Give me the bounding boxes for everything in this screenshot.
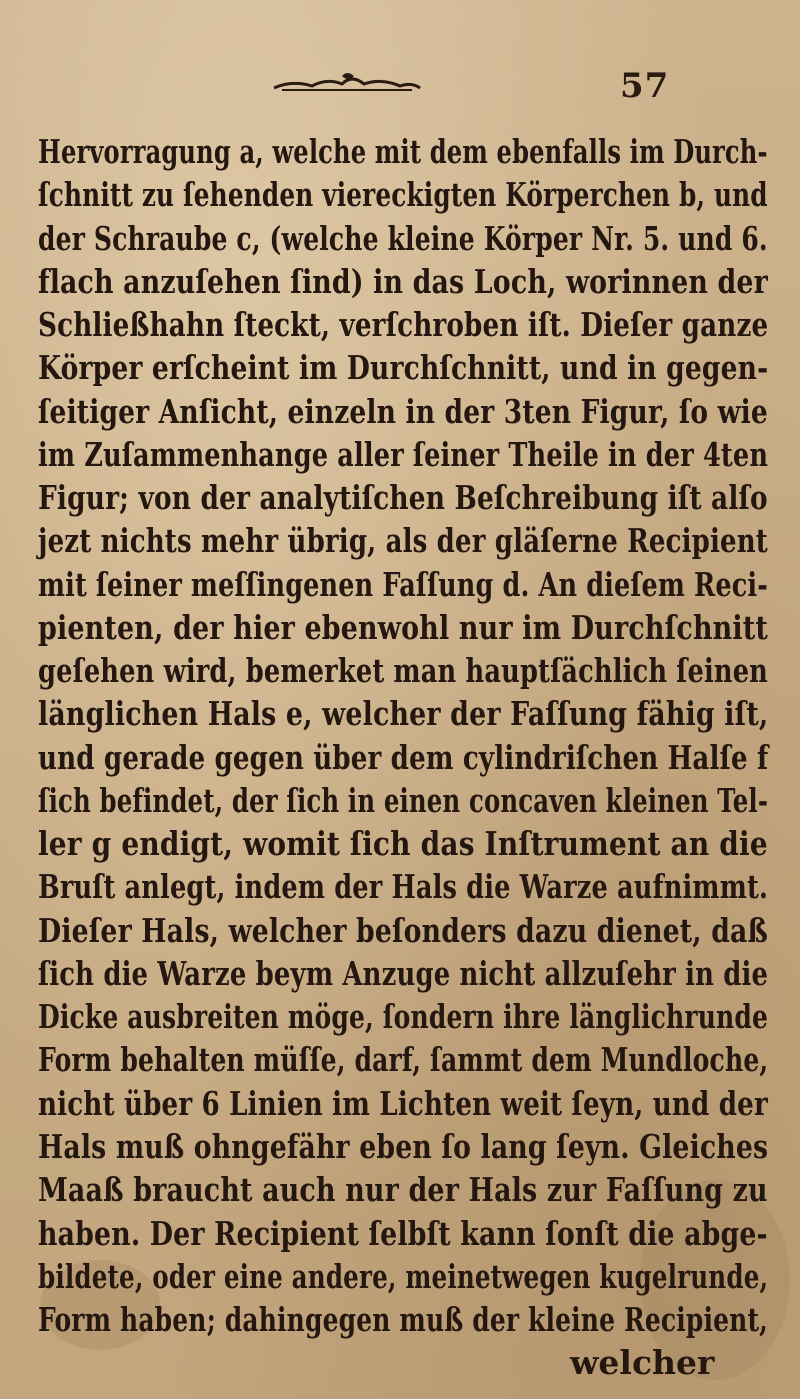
text-line: ſeitiger Anſicht, einzeln in der 3ten Figur, ſo wie [38,391,768,431]
text-line: bildete, oder eine andere, meinetwegen kugelrunde, [38,1256,769,1296]
text-line: länglichen Hals e, welcher der Faſſung fähig iſt, [38,694,769,734]
text-line: flach anzuſehen ſind) in das Loch, worinnen der [38,261,768,301]
text-line: ler g endigt, womit ſich das Inſtrument an die [38,824,768,864]
page-number: 57 [620,66,670,106]
text-line: mit ſeiner meſſingenen Faſſung d. An dieſem Reci- [38,564,769,604]
catchword: welcher [570,1343,715,1383]
text-line: nicht über 6 Linien im Lichten weit ſeyn, und der [38,1083,768,1123]
text-line: ſich die Warze beym Anzuge nicht allzuſehr in die [38,953,769,993]
text-line: ſchnitt zu ſehenden viereckigten Körperchen b, und [38,175,768,215]
text-line: ſich befindet, der ſich in einen concaven kleinen Tel- [38,780,769,820]
text-line: der Schraube c, (welche kleine Körper Nr. 5. und 6. [38,218,768,258]
text-line: und gerade gegen über dem cylindriſchen Halſe f [38,737,769,777]
text-line: Schließhahn ſteckt, verſchroben iſt. Dieſer ganze [38,305,769,344]
text-line: Bruſt anlegt, indem der Hals die Warze aufnimmt. [38,867,769,907]
text-line: Figur; von der analytiſchen Beſchreibung iſt alſo [38,478,768,518]
text-line: Hervorragung a, welche mit dem ebenfalls im Durch- [38,132,768,171]
text-line: Dicke ausbreiten möge, ſondern ihre länglichrunde [38,997,769,1037]
text-line: Körper erſcheint im Durchſchnitt, und in gegen- [38,348,769,388]
text-line: pienten, der hier ebenwohl nur im Durchſchnitt [38,607,768,647]
text-line: Hals muß ohngefähr eben ſo lang ſeyn. Gleiches [38,1127,769,1166]
text-line: geſehen wird, bemerket man hauptſächlich ſeinen [38,651,769,691]
text-line: Form behalten müſſe, darf, ſammt dem Mundloche, [38,1040,769,1080]
text-line: Form haben; dahingegen muß der kleine Recipient, [38,1300,768,1339]
text-line: Dieſer Hals, welcher beſonders dazu dienet, daß [38,910,768,950]
text-line: Maaß braucht auch nur der Hals zur Faſſung zu [38,1170,768,1210]
text-line: im Zuſammenhange aller ſeiner Theile in der 4ten [38,434,769,474]
text-line: jezt nichts mehr übrig, als der gläſerne Recipient [38,521,768,561]
text-line: haben. Der Recipient ſelbſt kann ſonſt die abge- [38,1213,768,1253]
